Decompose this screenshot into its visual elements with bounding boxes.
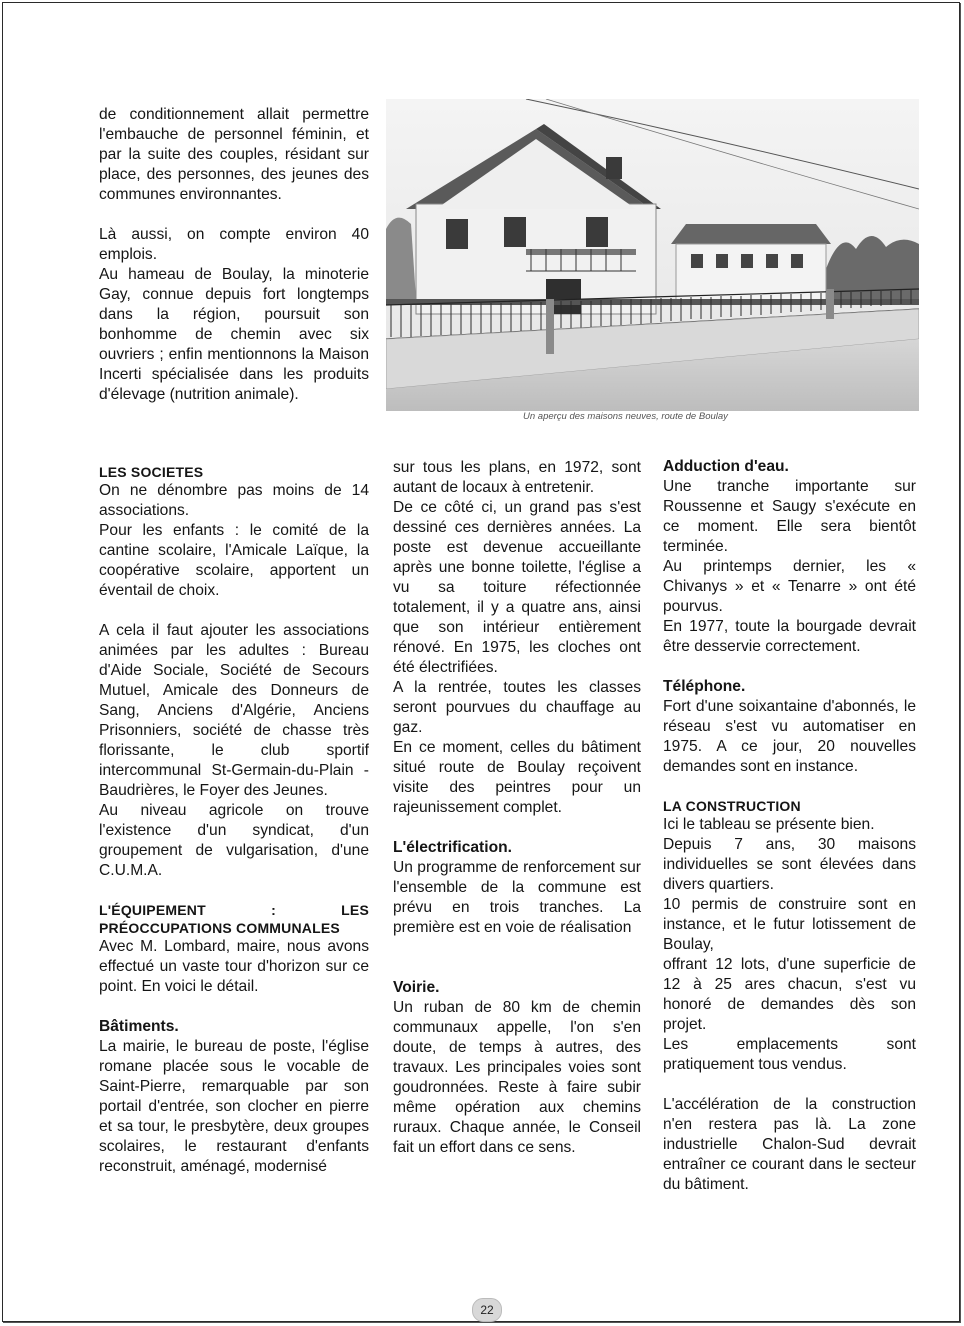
paragraph: A cela il faut ajouter les associations animées par les adultes : Bureau d'Aide Sociale, Société de Secours Mutuel, Amicale des Donneurs de Sang, Anciens d'Algérie, Anciens Prisonniers, société de chasse très florissante, le club sportif intercommunal St-Germain-du-Plain - Baudrières, le Foyer des Jeunes. (99, 622, 369, 799)
paragraph: Un programme de renforcement sur l'ensemble de la commune est prévu en trois tranches. La première est en voie de réalisation (393, 859, 641, 936)
section-heading-electrification: L'électrification. (393, 839, 512, 856)
section-heading-telephone: Téléphone. (663, 678, 746, 695)
paragraph: De ce côté ci, un grand pas s'est dessiné ces dernières années. La poste est devenue accueillante après une bonne toilette, l'église a vu sa toiture réfectionnée totalement, il y a quatre ans, ainsi que son intérieur entièrement rénové. En 1975, les cloches ont été électrifiées. (393, 499, 641, 676)
paragraph: Pour les enfants : le comité de la cantine scolaire, l'Amicale Laïque, la coopérative scolaire, apportent un éventail de choix. (99, 522, 369, 599)
photo-caption: Un aperçu des maisons neuves, route de Boulay (523, 411, 728, 422)
paragraph: Avec M. Lombard, maire, nous avons effectué un vaste tour d'horizon sur ce point. En voici le détail. (99, 938, 369, 995)
paragraph: Un ruban de 80 km de chemin communaux appelle, l'on s'en doute, de temps à autres, des travaux. Les principales voies sont goudronnées. Reste à faire subir même opération aux chemins ruraux. Chaque année, le Conseil fait un effort dans ce sens. (393, 999, 641, 1156)
paragraph: L'accélération de la construction n'en restera pas là. La zone industrielle Chalon-Sud devrait entraîner ce courant dans le secteur du bâtiment. (663, 1096, 916, 1193)
document-page (2, 2, 960, 1322)
section-heading-adduction: Adduction d'eau. (663, 458, 789, 475)
paragraph: Depuis 7 ans, 30 maisons individuelles se sont élevées dans divers quartiers. (663, 836, 916, 893)
paragraph: Ici le tableau se présente bien. (663, 816, 875, 833)
paragraph: 10 permis de construire sont en instance, et le futur lotissement de Boulay, (663, 896, 916, 953)
column-2 (393, 458, 641, 1158)
paragraph: En 1977, toute la bourgade devrait être desservie correctement. (663, 618, 916, 655)
paragraph: Une tranche importante sur Roussenne et Saugy s'exécute en ce moment. Elle sera bientôt terminée. (663, 478, 916, 555)
houses-illustration (386, 99, 919, 411)
paragraph: Les emplacements sont pratiquement tous vendus. (663, 1036, 916, 1073)
column-1 (99, 463, 369, 1177)
section-heading-equipement: L'ÉQUIPEMENT : LES PRÉOCCUPATIONS COMMUNALES (99, 902, 369, 936)
paragraph: On ne dénombre pas moins de 14 associations. (99, 482, 369, 519)
paragraph: sur tous les plans, en 1972, sont autant de locaux à entretenir. (393, 459, 641, 496)
paragraph: Là aussi, on compte environ 40 emplois. (99, 226, 369, 263)
paragraph: offrant 12 lots, d'une superficie de 12 à 25 ares chacun, s'est vu honoré de demandes dès son projet. (663, 956, 916, 1033)
paragraph: En ce moment, celles du bâtiment situé route de Boulay reçoivent visite des peintres pour un rajeunissement complet. (393, 739, 641, 816)
paragraph: Fort d'une soixantaine d'abonnés, le réseau s'est vu automatiser en 1975. A ce jour, 20 nouvelles demandes sont en instance. (663, 698, 916, 775)
section-heading-voirie: Voirie. (393, 979, 440, 996)
houses-photo (386, 99, 919, 411)
paragraph: Au printemps dernier, les « Chivanys » et « Tenarre » ont été pourvus. (663, 558, 916, 615)
paragraph: Au niveau agricole on trouve l'existence d'un syndicat, d'un groupement de vulgarisation, d'une C.U.M.A. (99, 802, 369, 879)
column-1-top (99, 105, 369, 405)
paragraph: La mairie, le bureau de poste, l'église romane placée sous le vocable de Saint-Pierre, remarquable par son portail d'entrée, son clocher en pierre et sa tour, le presbytère, deux groupes scolaires, le restaurant d'enfants reconstruit, aménagé, modernisé (99, 1038, 369, 1175)
paragraph: Au hameau de Boulay, la minoterie Gay, connue depuis fort longtemps dans la région, poursuit son bonhomme de chemin avec six ouvriers ; enfin mentionnons la Maison Incerti spécialisée dans les produits d'élevage (nutrition animale). (99, 266, 369, 403)
section-heading-construction: LA CONSTRUCTION (663, 798, 801, 814)
page-number: 22 (472, 1298, 502, 1322)
paragraph: A la rentrée, toutes les classes seront pourvues du chauffage au gaz. (393, 679, 641, 736)
column-3 (663, 457, 916, 1195)
paragraph: de conditionnement allait permettre l'embauche de personnel féminin, et par la suite des couples, résidant sur place, des personnes, des jeunes des communes environnantes. (99, 106, 369, 203)
section-heading-batiments: Bâtiments. (99, 1018, 179, 1035)
section-heading-societes: LES SOCIETES (99, 464, 204, 480)
